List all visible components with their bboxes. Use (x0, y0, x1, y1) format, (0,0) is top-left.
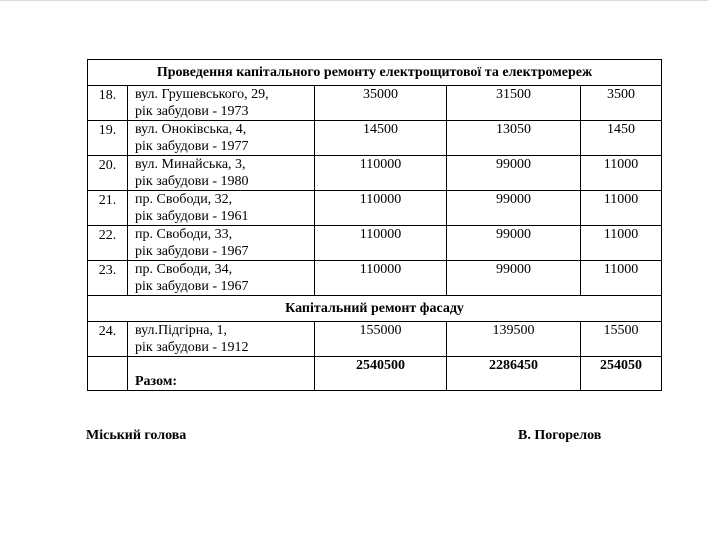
table-row (88, 191, 662, 226)
address-line: пр. Свободи, 32, (135, 192, 233, 207)
build-year: рік забудови - 1967 (135, 279, 249, 294)
address-line: пр. Свободи, 34, (135, 262, 233, 277)
address-cell (128, 191, 315, 226)
budget-share: 99000 (447, 226, 581, 261)
section-title: Капітальний ремонт фасаду (88, 296, 662, 322)
page-top-border (0, 0, 708, 1)
budget-share-sum: 2286450 (447, 357, 581, 391)
section-header-row (88, 60, 662, 86)
build-year: рік забудови - 1980 (135, 174, 249, 189)
budget-share: 31500 (447, 86, 581, 121)
signatory-name: В. Погорелов (518, 428, 602, 443)
table-row (88, 226, 662, 261)
row-number: 19. (88, 121, 128, 156)
total-cost-sum: 2540500 (315, 357, 447, 391)
address-cell (128, 86, 315, 121)
cofinancing-share: 11000 (581, 261, 662, 296)
total-number-cell (88, 357, 128, 391)
total-row (88, 357, 662, 391)
budget-share: 139500 (447, 322, 581, 357)
total-cost: 35000 (315, 86, 447, 121)
budget-share: 99000 (447, 156, 581, 191)
address-cell (128, 156, 315, 191)
total-cost: 110000 (315, 226, 447, 261)
row-number: 20. (88, 156, 128, 191)
row-number: 22. (88, 226, 128, 261)
total-cost: 110000 (315, 156, 447, 191)
address-line: вул. Минайська, 3, (135, 157, 246, 172)
table-row (88, 86, 662, 121)
budget-share: 99000 (447, 191, 581, 226)
table-row (88, 322, 662, 357)
address-cell (128, 226, 315, 261)
row-number: 18. (88, 86, 128, 121)
table-row (88, 156, 662, 191)
row-number: 24. (88, 322, 128, 357)
build-year: рік забудови - 1977 (135, 139, 249, 154)
address-cell (128, 322, 315, 357)
budget-share: 99000 (447, 261, 581, 296)
cofinancing-share: 11000 (581, 191, 662, 226)
cofinancing-share-sum: 254050 (581, 357, 662, 391)
row-number: 21. (88, 191, 128, 226)
address-line: вул. Оноківська, 4, (135, 122, 247, 137)
cofinancing-share: 15500 (581, 322, 662, 357)
build-year: рік забудови - 1961 (135, 209, 249, 224)
build-year: рік забудови - 1912 (135, 340, 249, 355)
table-row (88, 121, 662, 156)
address-line: пр. Свободи, 33, (135, 227, 233, 242)
cofinancing-share: 1450 (581, 121, 662, 156)
address-cell (128, 121, 315, 156)
total-cost: 110000 (315, 191, 447, 226)
address-line: вул. Грушевського, 29, (135, 87, 269, 102)
cofinancing-share: 3500 (581, 86, 662, 121)
repair-cost-table (87, 59, 662, 391)
budget-share: 13050 (447, 121, 581, 156)
table-row (88, 261, 662, 296)
build-year: рік забудови - 1967 (135, 244, 249, 259)
address-line: вул.Підгірна, 1, (135, 323, 227, 338)
section-title: Проведення капітального ремонту електрощитової та електромереж (88, 60, 662, 86)
build-year: рік забудови - 1973 (135, 104, 249, 119)
section-header-row (88, 296, 662, 322)
address-cell (128, 261, 315, 296)
total-cost: 155000 (315, 322, 447, 357)
cofinancing-share: 11000 (581, 226, 662, 261)
mayor-position: Міський голова (86, 428, 187, 443)
cofinancing-share: 11000 (581, 156, 662, 191)
total-cost: 110000 (315, 261, 447, 296)
row-number: 23. (88, 261, 128, 296)
total-label: Разом: (128, 357, 315, 391)
total-cost: 14500 (315, 121, 447, 156)
